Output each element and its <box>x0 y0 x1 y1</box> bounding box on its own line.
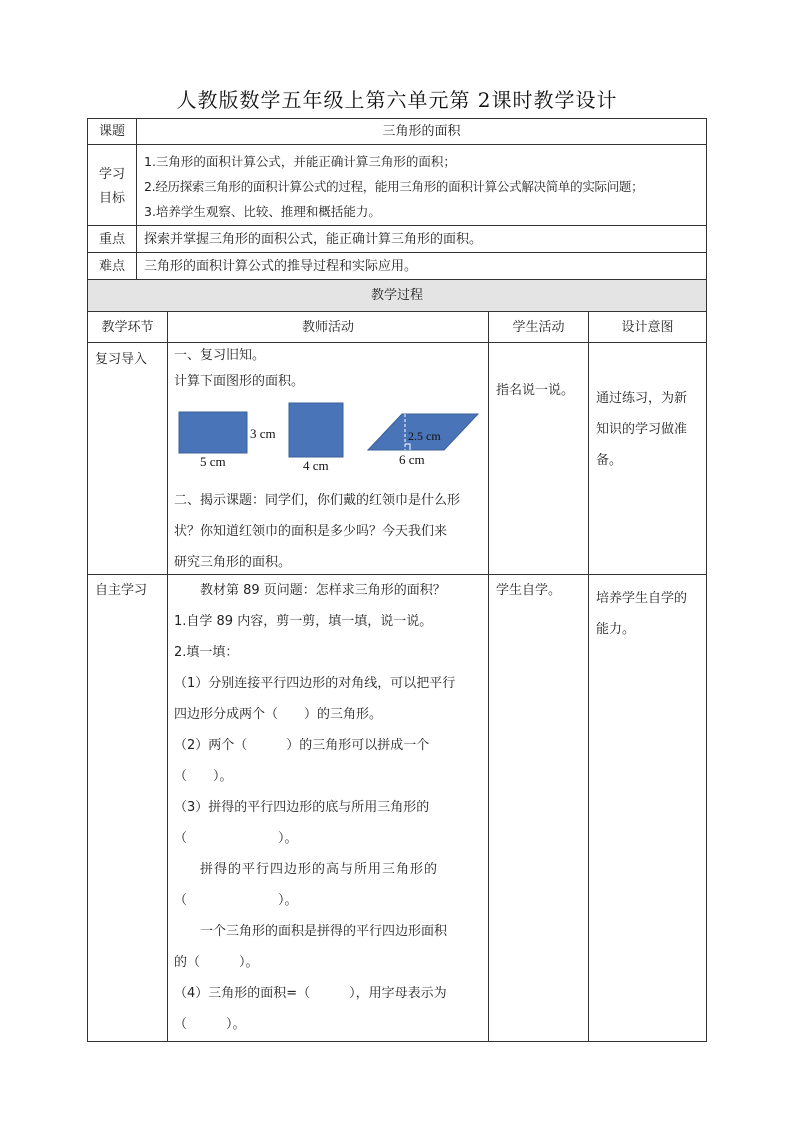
selfstudy-line: （ ）。 <box>174 893 298 908</box>
topic-cell <box>136 118 707 145</box>
rect-width-label: 5 cm <box>200 454 226 469</box>
selfstudy-line: 的（ ）。 <box>174 955 259 970</box>
column-header-stage: 教学环节 <box>101 320 154 335</box>
difficult-label-cell <box>87 252 137 280</box>
selfstudy-line: 1.自学 89 内容，剪一剪，填一填，说一说。 <box>174 614 433 629</box>
selfstudy-stage: 自主学习 <box>95 583 148 598</box>
column-header-student: 学生活动 <box>512 320 565 335</box>
selfstudy-line: （ ）。 <box>174 769 233 784</box>
selfstudy-line: 四边形分成两个（ ）的三角形。 <box>174 707 383 722</box>
rectangle-shape <box>179 412 247 453</box>
goals-cell <box>136 144 707 226</box>
selfstudy-line: （1）分别连接平行四边形的对角线，可以把平行 <box>174 676 456 691</box>
selfstudy-line: 2.填一填： <box>174 645 239 660</box>
selfstudy-line: （3）拼得的平行四边形的底与所用三角形的 <box>174 800 430 815</box>
selfstudy-line: 教材第 89 页问题：怎样求三角形的面积？ <box>200 583 446 598</box>
square-shape <box>289 403 343 457</box>
column-header <box>588 311 707 343</box>
column-header-teacher: 教师活动 <box>301 320 354 335</box>
goals-label-line1: 学习 <box>98 167 125 182</box>
column-header-intent: 设计意图 <box>621 320 674 335</box>
selfstudy-teacher-cell <box>167 574 489 1042</box>
difficult-label: 难点 <box>98 259 125 274</box>
review-student: 指名说一说。 <box>496 383 575 398</box>
intent-line: 备。 <box>596 453 623 468</box>
review-line: 计算下面图形的面积。 <box>174 374 305 389</box>
topic-title: 三角形的面积 <box>382 124 461 139</box>
selfstudy-stage-cell <box>87 574 168 1042</box>
intent-line: 知识的学习做准 <box>596 422 688 437</box>
review-intent <box>596 383 687 476</box>
column-header <box>488 311 589 343</box>
goals-label-line2: 目标 <box>98 191 125 206</box>
selfstudy-line: 一个三角形的面积是拼得的平行四边形面积 <box>200 924 448 939</box>
intent-line: 能力。 <box>596 622 636 637</box>
goal-item: 1.三角形的面积计算公式，并能正确计算三角形的面积； <box>144 154 456 169</box>
column-header <box>167 311 489 343</box>
document-title: 人教版数学五年级上第六单元第 2课时教学设计 <box>176 88 618 112</box>
selfstudy-line: （4）三角形的面积=（ ），用字母表示为 <box>174 986 447 1001</box>
topic-label: 课题 <box>98 124 125 139</box>
selfstudy-student-cell <box>488 574 589 1042</box>
intent-line: 培养学生自学的 <box>596 591 688 606</box>
review-intent-cell <box>588 342 707 575</box>
review-line: 一、复习旧知。 <box>174 348 266 363</box>
intent-line: 通过练习，为新 <box>596 391 688 406</box>
rect-height-label: 3 cm <box>250 426 276 441</box>
review-student-cell <box>488 342 589 575</box>
difficult-cell <box>136 252 707 280</box>
review-stage: 复习导入 <box>95 352 148 367</box>
review-paragraph-line: 研究三角形的面积。 <box>174 555 292 570</box>
review-paragraph-line: 二、揭示课题：同学们，你们戴的红领巾是什么形 <box>174 493 461 508</box>
goal-item: 2.经历探索三角形的面积计算公式的过程，能用三角形的面积计算公式解决简单的实际问题； <box>144 179 644 194</box>
key-cell <box>136 225 707 253</box>
key-label-cell <box>87 225 137 253</box>
key-point: 探索并掌握三角形的面积公式，能正确计算三角形的面积。 <box>144 232 483 247</box>
selfstudy-line: （ ）。 <box>174 831 298 846</box>
review-paragraph-line: 状？你知道红领巾的面积是多少吗？今天我们来 <box>174 524 448 539</box>
selfstudy-intent-cell <box>588 574 707 1042</box>
difficult-point: 三角形的面积计算公式的推导过程和实际应用。 <box>144 259 418 274</box>
selfstudy-student: 学生自学。 <box>496 583 562 598</box>
selfstudy-intent <box>596 583 687 645</box>
review-stage-cell <box>87 342 168 575</box>
process-header <box>87 279 707 312</box>
process-title: 教学过程 <box>370 288 423 303</box>
square-side-label: 4 cm <box>303 458 329 473</box>
key-label: 重点 <box>98 232 125 247</box>
para-base-label: 6 cm <box>399 452 425 467</box>
para-height-label: 2.5 cm <box>408 429 441 443</box>
selfstudy-line: （ ）。 <box>174 1017 246 1032</box>
selfstudy-line: 拼得的平行四边形的高与所用三角形的 <box>200 862 439 877</box>
topic-label-cell <box>87 118 137 145</box>
review-paragraph <box>174 485 460 578</box>
goals-label-cell <box>87 144 137 226</box>
shapes-figure <box>172 400 482 475</box>
selfstudy-line: （2）两个（ ）的三角形可以拼成一个 <box>174 738 430 753</box>
goal-item: 3.培养学生观察、比较、推理和概括能力。 <box>144 204 381 219</box>
column-header <box>87 311 168 343</box>
